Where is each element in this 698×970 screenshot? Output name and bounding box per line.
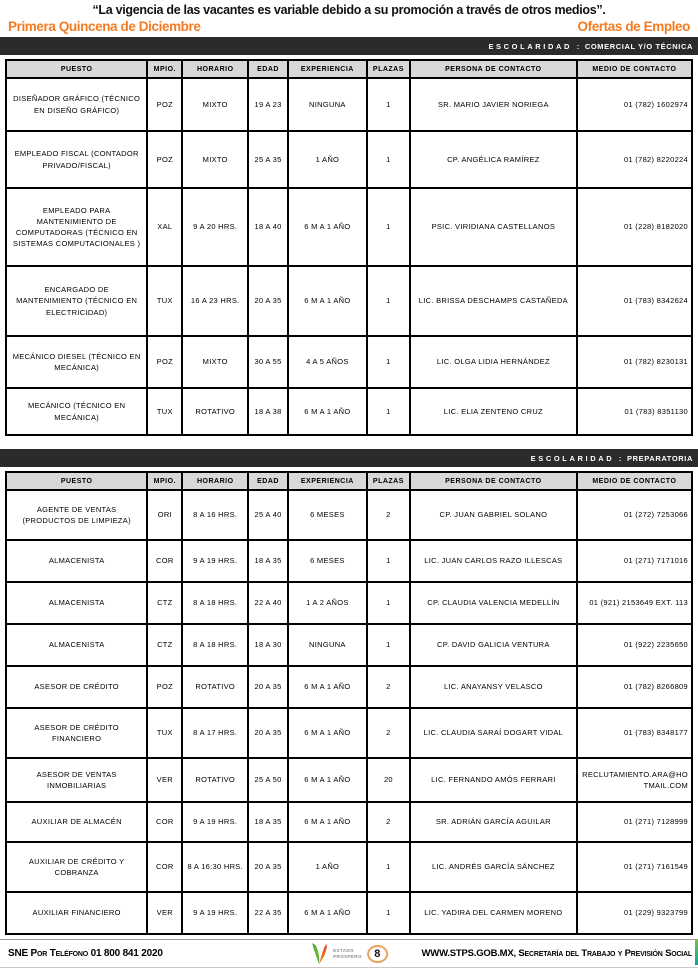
cell-persona: LIC. FERNANDO AMÓS FERRARI <box>410 758 577 802</box>
cell-edad: 18 A 38 <box>248 388 288 435</box>
cell-puesto: ASESOR DE VENTAS INMOBILIARIAS <box>6 758 147 802</box>
cell-puesto: AGENTE DE VENTAS (PRODUCTOS DE LIMPIEZA) <box>6 490 147 540</box>
cell-horario: ROTATIVO <box>182 758 248 802</box>
table-row <box>6 758 692 802</box>
table-row <box>6 666 692 708</box>
cell-experiencia: NINGUNA <box>288 624 367 666</box>
cell-persona: LIC. CLAUDIA SARAÍ DOGART VIDAL <box>410 708 577 758</box>
cell-persona: LIC. JUAN CARLOS RAZO ILLESCAS <box>410 540 577 582</box>
cell-medio: 01 (228) 8182020 <box>577 188 692 266</box>
cell-mpio: POZ <box>147 666 182 708</box>
col-header-edad: EDAD <box>248 60 288 78</box>
cell-mpio: ORI <box>147 490 182 540</box>
cell-mpio: POZ <box>147 78 182 131</box>
section-comercial-tecnica <box>0 37 698 436</box>
cell-persona: SR. MARIO JAVIER NORIEGA <box>410 78 577 131</box>
cell-edad: 22 A 40 <box>248 582 288 624</box>
cell-experiencia: 6 M A 1 AÑO <box>288 802 367 842</box>
col-header-medio: MEDIO DE CONTACTO <box>577 60 692 78</box>
cell-mpio: TUX <box>147 266 182 336</box>
cell-plazas: 1 <box>367 582 410 624</box>
cell-horario: MIXTO <box>182 78 248 131</box>
cell-plazas: 1 <box>367 336 410 388</box>
cell-mpio: COR <box>147 842 182 892</box>
cell-puesto: MECÁNICO (TÉCNICO EN MECÁNICA) <box>6 388 147 435</box>
cell-plazas: 1 <box>367 540 410 582</box>
cell-mpio: CTZ <box>147 582 182 624</box>
table-row <box>6 708 692 758</box>
cell-horario: 9 A 19 HRS. <box>182 540 248 582</box>
cell-edad: 25 A 35 <box>248 131 288 188</box>
jobs-table-comercial <box>5 59 693 436</box>
cell-puesto: ALMACENISTA <box>6 540 147 582</box>
cell-puesto: ASESOR DE CRÉDITO FINANCIERO <box>6 708 147 758</box>
cell-medio: 01 (271) 7161549 <box>577 842 692 892</box>
cell-horario: ROTATIVO <box>182 388 248 435</box>
cell-experiencia: 6 M A 1 AÑO <box>288 666 367 708</box>
cell-horario: 8 A 18 HRS. <box>182 582 248 624</box>
cell-horario: 8 A 18 HRS. <box>182 624 248 666</box>
cell-plazas: 1 <box>367 388 410 435</box>
col-header-persona: PERSONA DE CONTACTO <box>410 60 577 78</box>
cell-persona: LIC. ELIA ZENTENO CRUZ <box>410 388 577 435</box>
escolaridad-bar-comercial <box>0 37 698 55</box>
col-header-mpio: MPIO. <box>147 60 182 78</box>
section-preparatoria <box>0 449 698 935</box>
table-row <box>6 540 692 582</box>
cell-edad: 18 A 35 <box>248 802 288 842</box>
cell-edad: 30 A 55 <box>248 336 288 388</box>
cell-plazas: 1 <box>367 266 410 336</box>
cell-medio: 01 (783) 8342624 <box>577 266 692 336</box>
col-header-horario: HORARIO <box>182 60 248 78</box>
table-row <box>6 842 692 892</box>
cell-experiencia: 6 M A 1 AÑO <box>288 758 367 802</box>
cell-horario: 8 A 17 HRS. <box>182 708 248 758</box>
table-row <box>6 802 692 842</box>
col-header-puesto: PUESTO <box>6 60 147 78</box>
cell-medio: 01 (782) 1602974 <box>577 78 692 131</box>
subheader <box>0 18 698 34</box>
cell-plazas: 1 <box>367 624 410 666</box>
cell-horario: MIXTO <box>182 336 248 388</box>
cell-puesto: EMPLEADO FISCAL (CONTADOR PRIVADO/FISCAL) <box>6 131 147 188</box>
cell-puesto: ASESOR DE CRÉDITO <box>6 666 147 708</box>
cell-edad: 18 A 30 <box>248 624 288 666</box>
cell-horario: 9 A 19 HRS. <box>182 802 248 842</box>
escolaridad-value: COMERCIAL Y/O TÉCNICA <box>584 41 693 51</box>
page-footer <box>0 939 698 965</box>
cell-puesto: AUXILIAR DE ALMACÉN <box>6 802 147 842</box>
table-row <box>6 131 692 188</box>
cell-mpio: POZ <box>147 131 182 188</box>
page-number-badge: 8 <box>367 945 388 963</box>
cell-puesto: EMPLEADO PARA MANTENIMIENTO DE COMPUTADORAS (TÉCNICO EN SISTEMAS COMPUTACIONALES ) <box>6 188 147 266</box>
cell-mpio: VER <box>147 758 182 802</box>
cell-persona: CP. DAVID GALICIA VENTURA <box>410 624 577 666</box>
cell-edad: 20 A 35 <box>248 666 288 708</box>
table-header <box>6 60 692 78</box>
estado-prospero-logo-icon <box>310 942 328 966</box>
table-header <box>6 472 692 490</box>
cell-mpio: POZ <box>147 336 182 388</box>
escolaridad-label: ESCOLARIDAD : <box>530 453 625 463</box>
cell-persona: LIC. ANDRÉS GARCÍA SÁNCHEZ <box>410 842 577 892</box>
cell-medio: 01 (271) 7171016 <box>577 540 692 582</box>
cell-experiencia: 6 M A 1 AÑO <box>288 708 367 758</box>
cell-experiencia: 1 AÑO <box>288 842 367 892</box>
cell-persona: PSIC. VIRIDIANA CASTELLANOS <box>410 188 577 266</box>
cell-mpio: XAL <box>147 188 182 266</box>
col-header-plazas: PLAZAS <box>367 60 410 78</box>
estado-prospero-label: ESTADO PRÓSPERO <box>333 948 362 959</box>
cell-edad: 20 A 35 <box>248 266 288 336</box>
cell-persona: SR. ADRIÁN GARCÍA AGUILAR <box>410 802 577 842</box>
period-label: Primera Quincena de Diciembre <box>8 19 201 34</box>
cell-horario: 8 A 16 HRS. <box>182 490 248 540</box>
cell-edad: 25 A 40 <box>248 490 288 540</box>
cell-medio: 01 (922) 2235650 <box>577 624 692 666</box>
col-header-persona: PERSONA DE CONTACTO <box>410 472 577 490</box>
footer-logo-group <box>310 942 388 966</box>
cell-mpio: COR <box>147 802 182 842</box>
cell-edad: 25 A 50 <box>248 758 288 802</box>
cell-puesto: ALMACENISTA <box>6 582 147 624</box>
col-header-mpio: MPIO. <box>147 472 182 490</box>
table-row <box>6 266 692 336</box>
cell-plazas: 1 <box>367 131 410 188</box>
cell-experiencia: 6 M A 1 AÑO <box>288 188 367 266</box>
cell-puesto: ALMACENISTA <box>6 624 147 666</box>
cell-edad: 20 A 35 <box>248 842 288 892</box>
cell-medio: 01 (783) 8351130 <box>577 388 692 435</box>
cell-medio: 01 (921) 2153649 EXT. 113 <box>577 582 692 624</box>
cell-horario: 9 A 19 HRS. <box>182 892 248 934</box>
col-header-experiencia: EXPERIENCIA <box>288 60 367 78</box>
cell-experiencia: 1 A 2 AÑOS <box>288 582 367 624</box>
cell-plazas: 1 <box>367 842 410 892</box>
cell-experiencia: NINGUNA <box>288 78 367 131</box>
cell-mpio: TUX <box>147 388 182 435</box>
sne-phone-label: SNE Por Teléfono 01 800 841 2020 <box>8 948 163 959</box>
cell-medio: 01 (271) 7128999 <box>577 802 692 842</box>
cell-mpio: CTZ <box>147 624 182 666</box>
table-row <box>6 188 692 266</box>
cell-puesto: DISEÑADOR GRÁFICO (TÉCNICO EN DISEÑO GRÁFICO) <box>6 78 147 131</box>
cell-horario: 16 A 23 HRS. <box>182 266 248 336</box>
cell-horario: MIXTO <box>182 131 248 188</box>
table-row <box>6 336 692 388</box>
table-row <box>6 78 692 131</box>
cell-puesto: ENCARGADO DE MANTENIMIENTO (TÉCNICO EN ELECTRICIDAD) <box>6 266 147 336</box>
col-header-edad: EDAD <box>248 472 288 490</box>
cell-persona: LIC. OLGA LIDIA HERNÁNDEZ <box>410 336 577 388</box>
cell-experiencia: 6 MESES <box>288 490 367 540</box>
table-row <box>6 892 692 934</box>
page-quote: “La vigencia de las vacantes es variable debido a su promoción a través de otros medios”. <box>92 3 606 17</box>
col-header-experiencia: EXPERIENCIA <box>288 472 367 490</box>
cell-mpio: VER <box>147 892 182 934</box>
cell-plazas: 1 <box>367 188 410 266</box>
escolaridad-value: PREPARATORIA <box>627 453 693 463</box>
cell-experiencia: 4 A 5 AÑOS <box>288 336 367 388</box>
table-row <box>6 388 692 435</box>
cell-plazas: 2 <box>367 490 410 540</box>
cell-plazas: 1 <box>367 892 410 934</box>
cell-puesto: MECÁNICO DIESEL (TÉCNICO EN MECÁNICA) <box>6 336 147 388</box>
cell-medio: 01 (782) 8230131 <box>577 336 692 388</box>
cell-edad: 18 A 35 <box>248 540 288 582</box>
table-row <box>6 490 692 540</box>
col-header-medio: MEDIO DE CONTACTO <box>577 472 692 490</box>
cell-medio: 01 (782) 8266809 <box>577 666 692 708</box>
col-header-plazas: PLAZAS <box>367 472 410 490</box>
cell-edad: 22 A 35 <box>248 892 288 934</box>
cell-medio: RECLUTAMIENTO.ARA@HOTMAIL.COM <box>577 758 692 802</box>
col-header-puesto: PUESTO <box>6 472 147 490</box>
cell-persona: LIC. ANAYANSY VELASCO <box>410 666 577 708</box>
escolaridad-bar-preparatoria <box>0 449 698 467</box>
col-header-horario: HORARIO <box>182 472 248 490</box>
cell-plazas: 2 <box>367 708 410 758</box>
cell-persona: LIC. BRISSA DESCHAMPS CASTAÑEDA <box>410 266 577 336</box>
bottom-rule <box>0 967 698 968</box>
cell-medio: 01 (782) 8220224 <box>577 131 692 188</box>
cell-horario: 8 A 16:30 HRS. <box>182 842 248 892</box>
cell-edad: 19 A 23 <box>248 78 288 131</box>
table-row <box>6 624 692 666</box>
cell-mpio: COR <box>147 540 182 582</box>
cell-medio: 01 (272) 7253066 <box>577 490 692 540</box>
cell-puesto: AUXILIAR FINANCIERO <box>6 892 147 934</box>
cell-horario: 9 A 20 HRS. <box>182 188 248 266</box>
cell-edad: 20 A 35 <box>248 708 288 758</box>
cell-mpio: TUX <box>147 708 182 758</box>
website-label: WWW.STPS.GOB.MX, Secretaría del Trabajo y Previsión Social <box>421 948 692 959</box>
cell-plazas: 2 <box>367 666 410 708</box>
cell-experiencia: 6 MESES <box>288 540 367 582</box>
jobs-table-preparatoria <box>5 471 693 935</box>
cell-experiencia: 6 M A 1 AÑO <box>288 266 367 336</box>
cell-horario: ROTATIVO <box>182 666 248 708</box>
cell-edad: 18 A 40 <box>248 188 288 266</box>
table-row <box>6 582 692 624</box>
cell-persona: CP. JUAN GABRIEL SOLANO <box>410 490 577 540</box>
cell-plazas: 1 <box>367 78 410 131</box>
cell-experiencia: 6 M A 1 AÑO <box>288 892 367 934</box>
escolaridad-label: ESCOLARIDAD : <box>488 41 582 51</box>
cell-persona: LIC. YADIRA DEL CARMEN MORENO <box>410 892 577 934</box>
cell-puesto: AUXILIAR DE CRÉDITO Y COBRANZA <box>6 842 147 892</box>
page-title: Ofertas de Empleo <box>577 19 690 34</box>
cell-experiencia: 1 AÑO <box>288 131 367 188</box>
cell-medio: 01 (783) 8348177 <box>577 708 692 758</box>
cell-medio: 01 (229) 9323799 <box>577 892 692 934</box>
cell-persona: CP. CLAUDIA VALENCIA MEDELLÍN <box>410 582 577 624</box>
cell-experiencia: 6 M A 1 AÑO <box>288 388 367 435</box>
cell-persona: CP. ANGÉLICA RAMÍREZ <box>410 131 577 188</box>
cell-plazas: 20 <box>367 758 410 802</box>
cell-plazas: 2 <box>367 802 410 842</box>
